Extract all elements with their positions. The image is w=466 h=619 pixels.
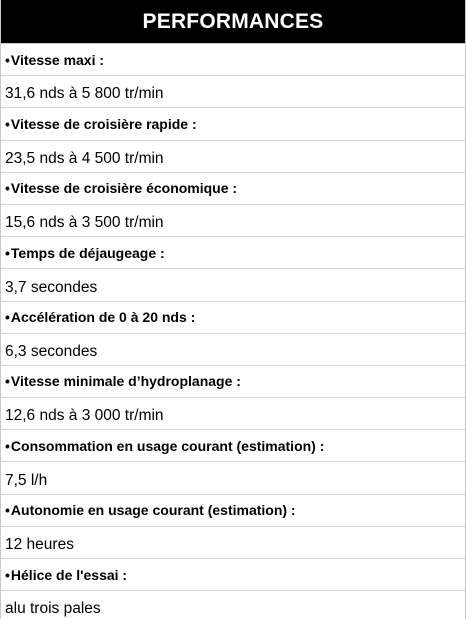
- spec-label-row: [1, 559, 465, 591]
- spec-label: Hélice de l'essai :: [10, 566, 128, 583]
- bullet-icon: •: [5, 373, 10, 390]
- spec-label-row: [1, 108, 465, 140]
- bullet-icon: •: [5, 502, 10, 519]
- section-title: PERFORMANCES: [142, 9, 324, 33]
- spec-label-row: [1, 366, 465, 398]
- bullet-icon: •: [5, 566, 10, 583]
- spec-value-row: [1, 141, 465, 173]
- spec-label: Temps de déjaugeage :: [10, 244, 165, 261]
- spec-label: Vitesse de croisière rapide :: [10, 115, 197, 132]
- bullet-icon: •: [5, 51, 10, 68]
- spec-label-row: [1, 173, 465, 205]
- spec-value-row: [1, 76, 465, 108]
- section-header: [1, 0, 465, 44]
- spec-value-row: [1, 591, 465, 619]
- spec-value: 3,7 secondes: [5, 278, 98, 296]
- spec-value-row: [1, 398, 465, 430]
- spec-label-row: [1, 44, 465, 76]
- bullet-icon: •: [5, 437, 10, 454]
- spec-label: Autonomie en usage courant (estimation) :: [10, 502, 296, 519]
- bullet-icon: •: [5, 244, 10, 261]
- bullet-icon: •: [5, 180, 10, 197]
- spec-label-row: [1, 237, 465, 269]
- spec-value-row: [1, 527, 465, 559]
- spec-label: Vitesse minimale d’hydroplanage :: [10, 373, 241, 390]
- spec-value-row: [1, 269, 465, 301]
- spec-value: alu trois pales: [5, 600, 101, 618]
- spec-label-row: [1, 302, 465, 334]
- spec-value: 12 heures: [5, 536, 74, 553]
- spec-label: Vitesse maxi :: [10, 51, 105, 68]
- spec-label: Vitesse de croisière économique :: [10, 180, 238, 197]
- spec-label-row: [1, 495, 465, 527]
- spec-value: 15,6 nds à 3 500 tr/min: [5, 214, 164, 232]
- spec-value: 23,5 nds à 4 500 tr/min: [5, 149, 164, 167]
- spec-label: Consommation en usage courant (estimation) :: [10, 437, 325, 454]
- spec-value-row: [1, 205, 465, 237]
- spec-label: Accélération de 0 à 20 nds :: [10, 309, 196, 326]
- spec-value-row: [1, 334, 465, 366]
- spec-value-row: [1, 462, 465, 494]
- spec-value: 6,3 secondes: [5, 342, 98, 360]
- spec-value: 12,6 nds à 3 000 tr/min: [5, 407, 164, 425]
- spec-label-row: [1, 430, 465, 462]
- spec-value: 7,5 l/h: [5, 471, 48, 489]
- spec-rows: [1, 44, 465, 619]
- bullet-icon: •: [5, 309, 10, 326]
- spec-value: 31,6 nds à 5 800 tr/min: [5, 85, 164, 103]
- bullet-icon: •: [5, 115, 10, 132]
